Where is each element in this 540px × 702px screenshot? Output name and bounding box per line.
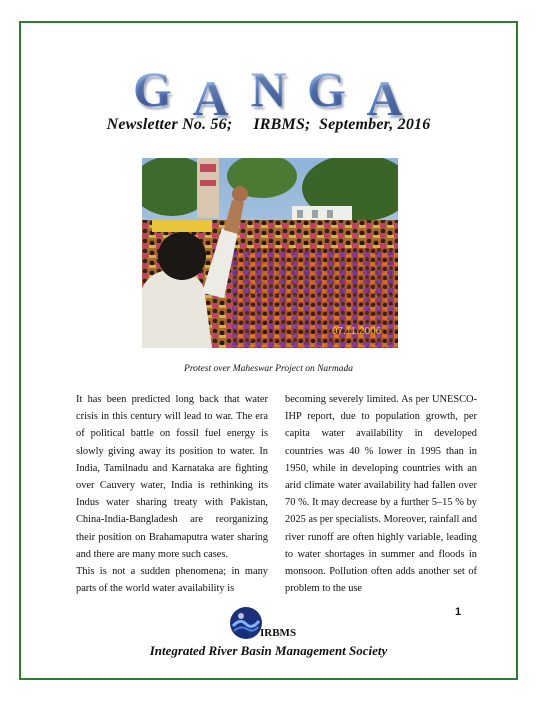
protest-photo <box>142 158 398 348</box>
article-paragraph: This is not a sudden phenomena; in many parts of the world water availability is <box>76 566 268 595</box>
masthead-letter: N <box>240 64 298 114</box>
logo-text: IRBMS <box>260 627 297 639</box>
society-name: Integrated River Basin Management Society <box>149 643 388 658</box>
newsletter-subtitle: Newsletter No. 56; IRBMS; September, 2016 <box>106 116 431 133</box>
article-paragraph: It has been predicted long back that water crisis in this century will lead to war. The era of political battle on fossil fuel energy is slowly giving away its position to water. In India, Tamilnadu and Karnataka are fighting over Cauvery water, India is rethinking its Indus water sharing treaty with Pakistan, China-India-Bangladesh are reorganizing their position on Brahamaputra water sharing and there are many more such cases. <box>76 394 268 560</box>
irbms-logo-icon <box>229 606 263 640</box>
masthead-letter: A <box>182 73 240 123</box>
masthead-letter: G <box>124 64 182 114</box>
article-column-left <box>76 391 268 597</box>
article-paragraph: becoming severely limited. As per UNESCO- IHP report, due to population growth, per capita water availability in developed countries was 40 % lower in 1995 than in 1950, while in developing countries with an arid climate water availability had fallen over 70 %. It may decrease by a further 5–15 % by 2025 as per specialists. Moreover, rainfall and river runoff are often highly variable, leading to water shortages in summer and floods in monsoon. Pollution often adds another set of problem to the use <box>285 394 477 595</box>
photo-timestamp: 07.11.2006 <box>332 326 382 337</box>
page-number: 1 <box>455 606 462 618</box>
masthead-letter: A <box>356 73 414 123</box>
masthead-letter: G <box>298 64 356 114</box>
article-column-right <box>285 391 477 597</box>
photo-caption: Protest over Maheswar Project on Narmada <box>184 364 353 374</box>
